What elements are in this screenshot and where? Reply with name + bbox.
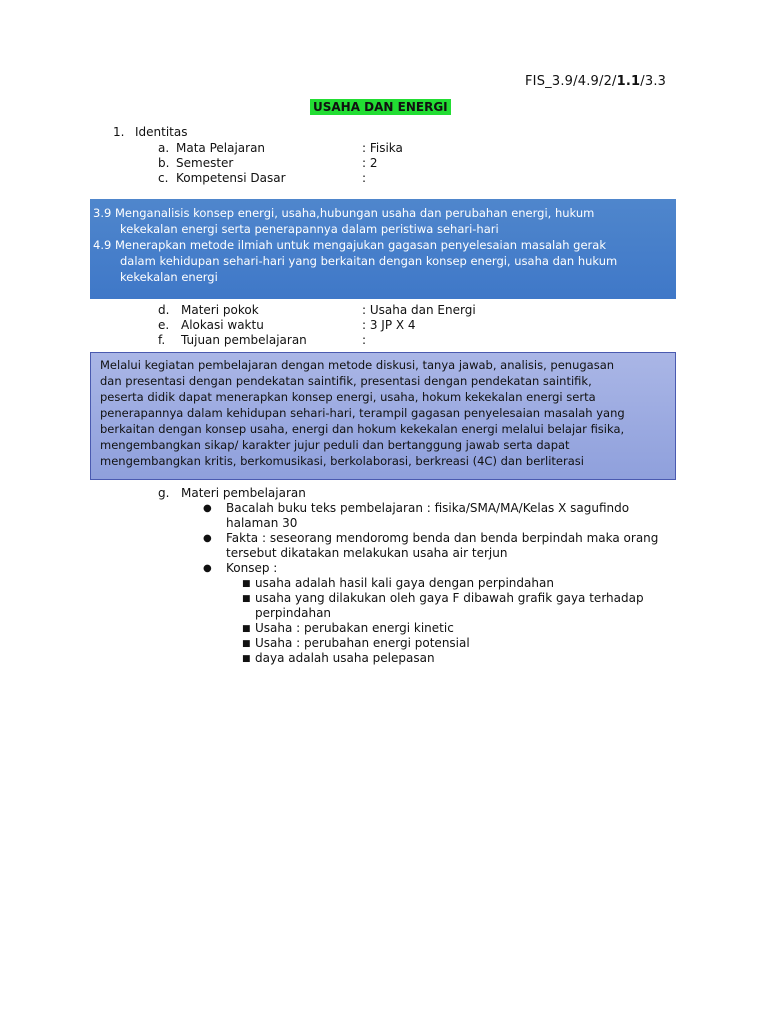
kd-line: kekekalan energi xyxy=(120,270,218,284)
kd-line: kekekalan energi serta penerapannya dalam peristiwa sehari-hari xyxy=(120,222,499,236)
document-code xyxy=(525,74,666,89)
square-bullet-icon: ■ xyxy=(242,594,251,604)
identity-label: Tujuan pembelajaran xyxy=(181,333,307,347)
konsep-item: daya adalah usaha pelepasan xyxy=(255,651,435,665)
square-bullet-icon: ■ xyxy=(242,624,251,634)
identity-letter: b. xyxy=(158,156,170,170)
konsep-item: perpindahan xyxy=(255,606,332,620)
doc-code-bold: 1.1 xyxy=(616,74,641,89)
identity-label: Kompetensi Dasar xyxy=(176,171,286,185)
materi-text: Konsep : xyxy=(226,561,278,575)
section-g-letter: g. xyxy=(158,486,170,500)
goal-line: Melalui kegiatan pembelajaran dengan metode diskusi, tanya jawab, analisis, penugasan xyxy=(100,358,615,372)
identity-letter: a. xyxy=(158,141,170,155)
square-bullet-icon: ■ xyxy=(242,654,251,664)
page-title: USAHA DAN ENERGI xyxy=(310,99,451,115)
goal-line: mengembangkan sikap/ karakter jujur peduli dan bertanggung jawab serta dapat xyxy=(100,438,570,452)
materi-text: Fakta : seseorang mendoromg benda dan benda berpindah maka orang xyxy=(226,531,659,545)
goal-line: mengembangkan kritis, berkomusikasi, berkolaborasi, berkreasi (4C) dan berliterasi xyxy=(100,454,584,468)
identity-label: Mata Pelajaran xyxy=(176,141,266,155)
section-label: Identitas xyxy=(135,125,188,139)
identity-letter: f. xyxy=(158,333,166,347)
kd-line: 4.9 Menerapkan metode ilmiah untuk mengajukan gagasan penyelesaian masalah gerak xyxy=(93,238,606,252)
identity-label: Materi pokok xyxy=(181,303,259,317)
konsep-item: usaha adalah hasil kali gaya dengan perpindahan xyxy=(255,576,554,590)
identity-value: : xyxy=(362,333,367,347)
konsep-item: Usaha : perubahan energi potensial xyxy=(255,636,470,650)
identity-value: : xyxy=(362,171,367,185)
identity-value: : Fisika xyxy=(362,141,403,155)
identity-value: : 3 JP X 4 xyxy=(362,318,416,332)
goal-line: dan presentasi dengan pendekatan saintifik, presentasi dengan pendekatan saintifik, xyxy=(100,374,592,388)
materi-text: halaman 30 xyxy=(226,516,298,530)
kd-line: dalam kehidupan sehari-hari yang berkaitan dengan konsep energi, usaha dan hukum xyxy=(120,254,618,268)
bullet-icon: ● xyxy=(203,533,212,544)
identity-letter: d. xyxy=(158,303,170,317)
bullet-icon: ● xyxy=(203,503,212,514)
kd-line: 3.9 Menganalisis konsep energi, usaha,hubungan usaha dan perubahan energi, hukum xyxy=(93,206,595,220)
goal-line: peserta didik dapat menerapkan konsep energi, usaha, hokum kekekalan energi serta xyxy=(100,390,596,404)
konsep-item: usaha yang dilakukan oleh gaya F dibawah grafik gaya terhadap xyxy=(255,591,644,605)
identity-letter: c. xyxy=(158,171,169,185)
section-g-label: Materi pembelajaran xyxy=(181,486,306,500)
materi-text: Bacalah buku teks pembelajaran : fisika/SMA/MA/Kelas X sagufindo xyxy=(226,501,630,515)
section-number: 1. xyxy=(113,125,125,139)
materi-text: tersebut dikatakan melakukan usaha air terjun xyxy=(226,546,508,560)
identity-label: Alokasi waktu xyxy=(181,318,264,332)
goal-line: penerapannya dalam kehidupan sehari-hari, terampil gagasan penyelesaian masalah yang xyxy=(100,406,625,420)
kompetensi-dasar-box xyxy=(90,199,676,299)
konsep-item: Usaha : perubakan energi kinetic xyxy=(255,621,454,635)
square-bullet-icon: ■ xyxy=(242,639,251,649)
identity-letter: e. xyxy=(158,318,170,332)
identity-value: : Usaha dan Energi xyxy=(362,303,476,317)
goal-line: berkaitan dengan konsep usaha, energi dan hokum kekekalan energi melalui belajar fisika, xyxy=(100,422,625,436)
identity-value: : 2 xyxy=(362,156,378,170)
doc-code-part1: FIS_3.9/4.9/2/ xyxy=(525,74,617,89)
bullet-icon: ● xyxy=(203,563,212,574)
doc-code-part2: /3.3 xyxy=(640,74,667,89)
square-bullet-icon: ■ xyxy=(242,579,251,589)
identity-label: Semester xyxy=(176,156,234,170)
tujuan-pembelajaran-box xyxy=(90,352,676,480)
